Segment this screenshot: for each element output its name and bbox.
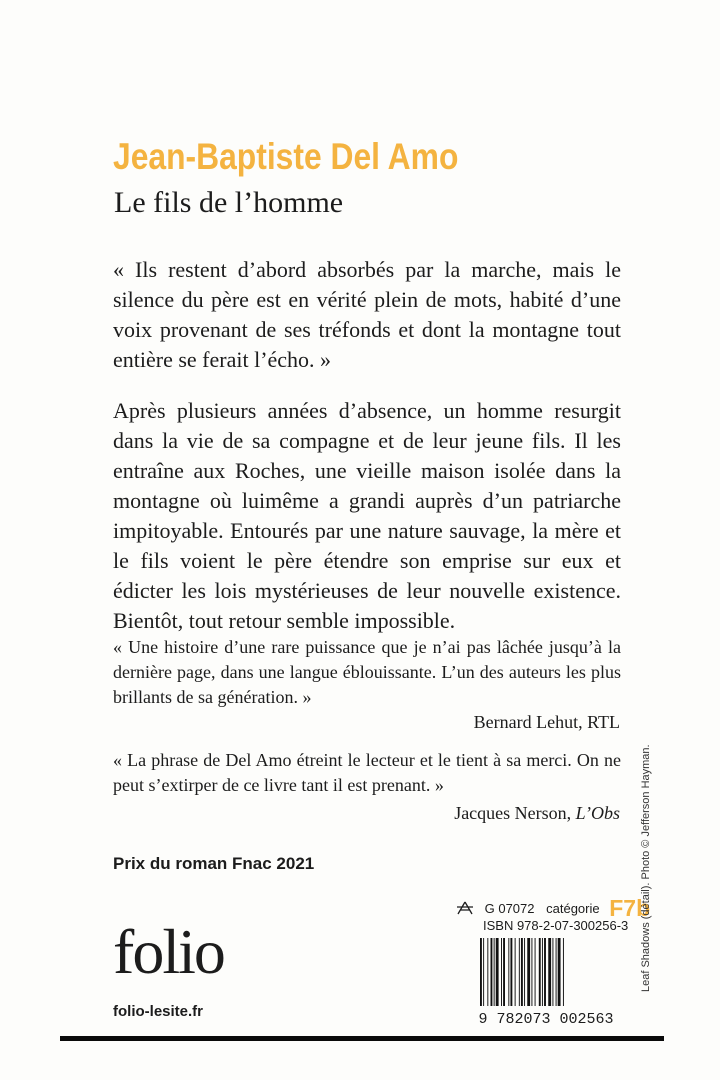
excerpt-quote: « Ils restent d’abord absorbés par la marche, mais le silence du père est en vérité plein de mots, habité d’une voix provenant de ses tréfonds et dont la montagne tout entière se ferait l’écho. » [113,257,621,372]
review-quote: « Une histoire d’une rare puissance que je n’ai pas lâchée jusqu’à la dernière page, dans une langue éblouissante. L’un des auteurs les plus brillants de sa génération. » [113,637,621,707]
synopsis: Après plusieurs années d’absence, un homme resurgit dans la vie de sa compagne et de leur jeune fils. Il les entraîne aux Roches, une vieille maison isolée dans la montagne où luimême a grandi auprès d’un patriarche impitoyable. Entourés par une nature sauvage, la mère et le fils voient le père étendre son emprise sur eux et édicter les lois mystérieuses de leur nouvelle existence. Bientôt, tout retour semble impossible. [113,398,621,633]
category-label: catégorie [546,901,600,916]
publisher-logo: folio [113,916,224,987]
isbn: ISBN 978-2-07-300256-3 [483,918,629,933]
category-code: F7b [609,895,651,921]
prize-label: Prix du roman Fnac 2021 [113,854,315,873]
reviewer-name: Jacques Nerson, [454,803,572,823]
publisher-website: folio-lesite.fr [113,1003,204,1020]
review-attribution [454,803,620,824]
barcode-digits: 9 782073 002563 [478,1011,614,1026]
barcode [476,936,616,1026]
review-quote: « La phrase de Del Amo étreint le lecteur et le tient à sa merci. On ne peut s’extirper de ce livre tant il est prenant. » [113,750,621,795]
folio-emblem-icon [455,901,479,916]
author-name: Jean-Baptiste Del Amo [113,136,459,177]
bottom-divider [60,1036,664,1041]
review-outlet: L’Obs [575,803,620,823]
barcode-bars-icon [480,938,564,1006]
product-code: G 07072 [484,901,535,916]
book-title: Le fils de l’homme [114,186,344,219]
review-attribution: Bernard Lehut, RTL [473,712,620,732]
photo-credit: Leaf Shadows (détail). Photo © Jefferson Hayman. [640,744,652,992]
